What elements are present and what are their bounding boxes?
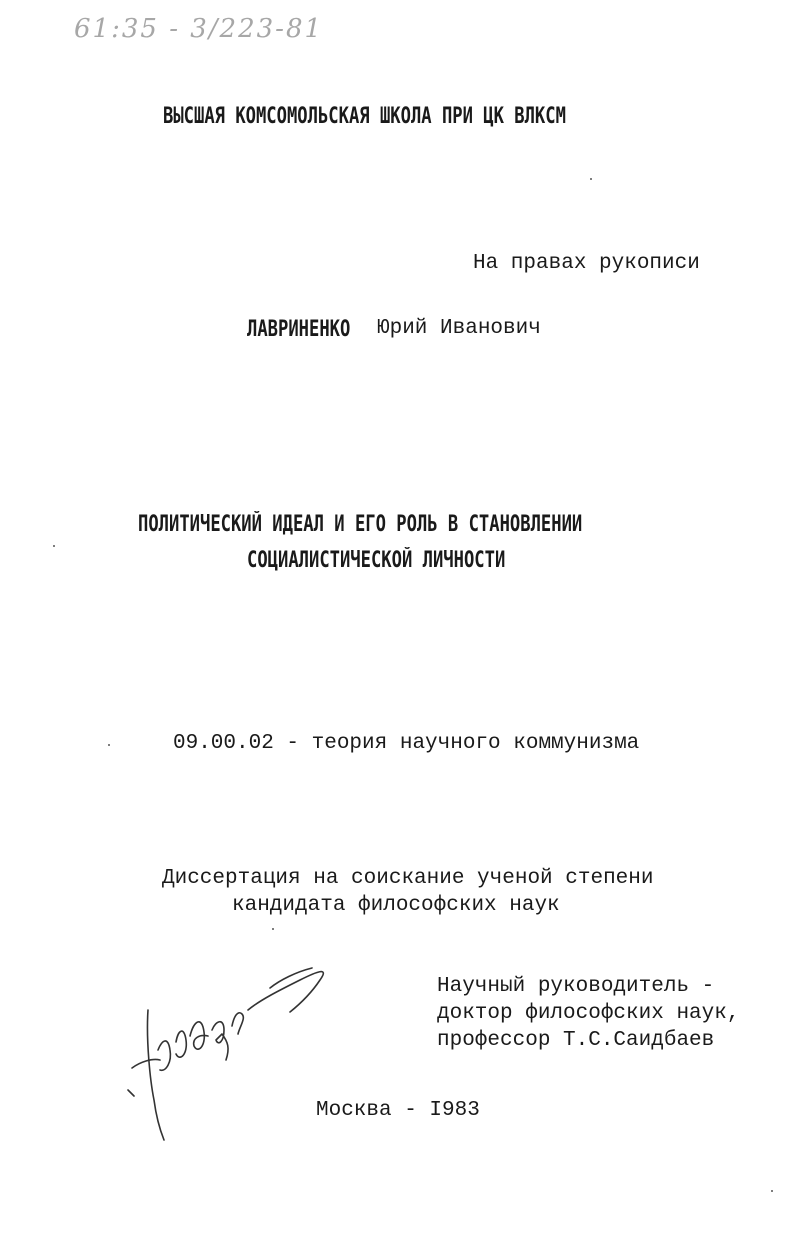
- paper-speck: [590, 178, 592, 180]
- archive-stamp: 61:35 - 3/223-81: [74, 14, 324, 44]
- author-given-names: Юрий Иванович: [377, 317, 541, 340]
- author-name: [247, 317, 541, 342]
- supervisor-line-1: Научный руководитель -: [437, 975, 715, 998]
- degree-line-2: кандидата философских наук: [232, 894, 560, 917]
- paper-speck: [53, 545, 55, 547]
- specialty-code: 09.00.02 - теория научного коммунизма: [173, 732, 640, 755]
- dissertation-title-line-1: ПОЛИТИЧЕСКИЙ ИДЕАЛ И ЕГО РОЛЬ В СТАНОВЛЕНИИ: [138, 512, 583, 537]
- supervisor-line-2: доктор философских наук,: [437, 1002, 740, 1025]
- paper-speck: [108, 744, 110, 746]
- institution-heading: ВЫСШАЯ КОМСОМОЛЬСКАЯ ШКОЛА ПРИ ЦК ВЛКСМ: [163, 104, 566, 129]
- paper-speck: [272, 928, 274, 930]
- paper-speck: [771, 1190, 773, 1192]
- place-and-year: Москва - I983: [316, 1099, 480, 1122]
- handwritten-signature: [120, 950, 350, 1150]
- author-surname: ЛАВРИНЕНКО: [247, 317, 351, 342]
- dissertation-title-line-2: СОЦИАЛИСТИЧЕСКОЙ ЛИЧНОСТИ: [247, 548, 506, 573]
- degree-line-1: Диссертация на соискание ученой степени: [162, 867, 654, 890]
- manuscript-rights-note: На правах рукописи: [473, 252, 700, 275]
- supervisor-line-3: профессор Т.С.Саидбаев: [437, 1029, 715, 1052]
